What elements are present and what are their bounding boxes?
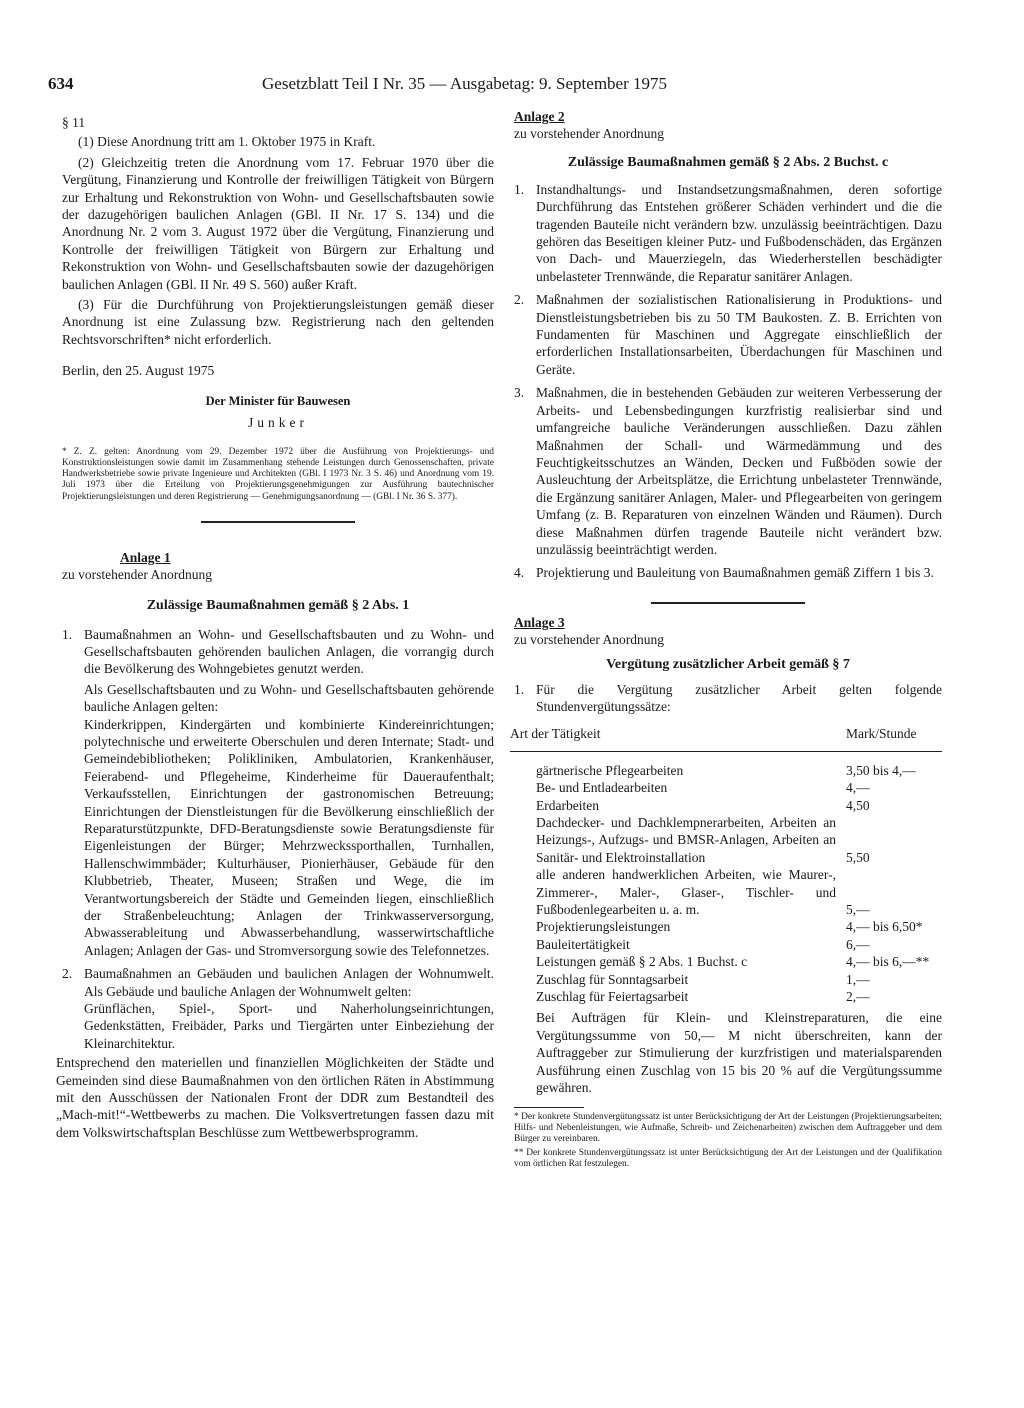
activity-cell: Zuschlag für Feiertagsarbeit	[536, 989, 689, 1005]
anlage2-item	[514, 384, 942, 558]
repair-note: Bei Aufträgen für Klein- und Kleinstreparaturen, die eine Vergütungssumme von 50,— M nicht überschreiten, kann der Auftraggeber zur Stimulierung der kurzfristigen und materialsparenden Ausführung einen Zuschlag von 15 bis 20 % auf die Vergütungssumme gewähren.	[536, 1010, 942, 1096]
item-number: 2.	[62, 966, 73, 982]
rates-table	[514, 762, 942, 1006]
item-text: Baumaßnahmen an Gebäuden und baulichen Anlagen der Wohnumwelt. Als Gebäude und bauliche Anlagen der Wohnumwelt gelten:	[84, 966, 494, 999]
column-header-rate: Mark/Stunde	[846, 726, 917, 742]
page-header-title: Gesetzblatt Teil I Nr. 35 — Ausgabetag: 9. September 1975	[262, 74, 667, 93]
item-text: Baumaßnahmen an Wohn- und Gesellschaftsbauten und zu Wohn- und Gesellschaftsbauten gehörenden baulichen Anlagen, die vorrangig durch die Bevölkerung des Wohngebietes genutzt werden.	[84, 626, 494, 677]
anlage2-item	[514, 564, 942, 581]
rate-cell: 5,50	[846, 849, 870, 865]
anlage2-subtitle: zu vorstehender Anordnung	[514, 126, 664, 142]
rate-cell: 5,—	[846, 902, 870, 918]
rate-cell: 4,50	[846, 797, 870, 813]
item-text: Maßnahmen der sozialistischen Rationalisierung in Produktions- und Dienstleistungsbetrieben bis zu 50 TM Baukosten. Z. B. Errichten von Fundamenten für Maschinen und Aggregate einschließlich der erforderlichen Installationsarbeiten, Überdachungen für Maschinen und Geräte.	[536, 292, 942, 377]
activity-cell: Leistungen gemäß § 2 Abs. 1 Buchst. c	[536, 954, 748, 970]
activity-cell: Bauleitertätigkeit	[536, 936, 630, 952]
rate-cell: 1,—	[846, 971, 870, 987]
anlage2-label: Anlage 2	[514, 109, 565, 124]
anlage3-title: Vergütung zusätzlicher Arbeit gemäß § 7	[606, 656, 850, 672]
rate-row	[536, 971, 942, 988]
anlage1-title: Zulässige Baumaßnahmen gemäß § 2 Abs. 1	[146, 597, 410, 613]
activity-cell: Dachdecker- und Dachklempnerarbeiten, Arbeiten an Heizungs-, Aufzugs- und BMSR-Anlagen, Arbeiten an Sanitär- und Elektroinstallation	[536, 815, 836, 865]
divider	[201, 521, 355, 523]
activity-cell: alle anderen handwerklichen Arbeiten, wie Maurer-, Zimmerer-, Maler-, Glaser-, Tischler- und Fußbodenlegearbeiten u. a. m.	[536, 867, 836, 918]
rate-row	[536, 762, 942, 779]
right-column	[510, 108, 942, 1171]
signer-title: Der Minister für Bauwesen	[205, 393, 351, 408]
column-header-activity: Art der Tätigkeit	[510, 726, 601, 742]
place-date: Berlin, den 25. August 1975	[62, 363, 215, 379]
anlage3-intro	[514, 681, 942, 716]
activity-cell: Zuschlag für Sonntagsarbeit	[536, 971, 689, 987]
item-number: 1.	[514, 681, 525, 697]
rate-cell: 3,50 bis 4,—	[846, 762, 916, 778]
item-text: Maßnahmen, die in bestehenden Gebäuden zur weiteren Verbesserung der Arbeits- und Lebensbedingungen kurzfristig realisierbar sind und umfangreiche bauliche Veränderungen ausschließen. Dazu zählen Maßnahmen der Schall- und Wärmedämmung und des Feuchtigkeitsschutzes an Wänden, Decken und Fußböden sowie der Ausleuchtung der Arbeitsplätze, die Errichtung unbelasteter Trennwände, die Ergänzung sanitärer Anlagen, Maler- und Pflegearbeiten von geringem Umfang (z. B. Reparaturen von einzelnen Wänden und Räumen). Durch diese Maßnahmen dürfen tragende Bauteile nicht verändert bzw. unzulässig beeinträchtigt werden.	[536, 385, 942, 557]
item-number: 2.	[514, 292, 525, 308]
rate-row	[536, 866, 942, 918]
footnote-divider	[514, 1107, 584, 1108]
item-text: Projektierung und Bauleitung von Baumaßnahmen gemäß Ziffern 1 bis 3.	[536, 565, 934, 581]
page-number: 634	[48, 74, 74, 93]
item-text: Als Gesellschaftsbauten und zu Wohn- und Gesellschaftsbauten gehörende bauliche Anlagen gelten:	[84, 681, 494, 715]
anlage2-item	[514, 181, 942, 285]
item-number: 1.	[62, 626, 73, 642]
item-number: 1.	[514, 181, 525, 197]
anlage2-list	[514, 181, 942, 582]
anlage3-label: Anlage 3	[514, 614, 565, 630]
section-heading: § 11	[62, 115, 86, 130]
rate-row	[536, 918, 942, 935]
divider	[651, 602, 805, 604]
rate-cell: 6,—	[846, 936, 870, 952]
footnote-1: * Der konkrete Stundenvergütungssatz ist unter Berücksichtigung der Art der Leistungen (Projektierungsarbeiten; Hilfs- und Nebenleistungen, wie Aufmaße, Schreib- und Zeichenarbeiten) zwischen dem Auftraggeber und dem Bürger zu vereinbaren.	[514, 1111, 942, 1144]
activity-cell: Erdarbeiten	[536, 797, 599, 813]
anlage1-label: Anlage 1	[120, 549, 171, 565]
anlage3-subtitle: zu vorstehender Anordnung	[514, 632, 664, 648]
item-number: 4.	[514, 565, 525, 581]
rate-cell: 4,— bis 6,50*	[846, 919, 923, 935]
activity-cell: Be- und Entladearbeiten	[536, 780, 668, 796]
anlage1-item-1	[62, 626, 494, 960]
anlage2-title: Zulässige Baumaßnahmen gemäß § 2 Abs. 2 Buchst. c	[567, 154, 889, 170]
rate-cell: 4,— bis 6,—**	[846, 954, 930, 970]
item-text: Grünflächen, Spiel-, Sport- und Naherholungseinrichtungen, Gedenkstätten, Freibäder, Parks und Tiergärten unter Einbeziehung der Kleinarchitektur.	[84, 1001, 494, 1051]
activity-cell: Projektierungsleistungen	[536, 919, 671, 935]
closing-paragraph: Entsprechend den materiellen und finanziellen Möglichkeiten der Städte und Gemeinden sind diese Baumaßnahmen von den örtlichen Räten in Abstimmung mit den Ausschüssen der Nationalen Front der DDR zum Bestandteil des „Mach-mit!“-Wettbewerbs zu machen. Die Volksvertretungen fassen dazu mit dem Volkswirtschaftsplan Beschlüsse zum Wettbewerbsprogramm.	[56, 1055, 494, 1140]
rates-table-header	[510, 725, 942, 751]
rate-row	[536, 988, 942, 1005]
paragraph-1: (1) Diese Anordnung tritt am 1. Oktober 1975 in Kraft.	[78, 134, 376, 150]
activity-cell: gärtnerische Pflegearbeiten	[536, 762, 684, 778]
item-text: Kinderkrippen, Kindergärten und kombinierte Kindereinrichtungen; polytechnische und erweiterte Oberschulen und deren Internate; Stadt- und Gemeindebibliotheken; Polikliniken, Ambulatorien, Krankenhäuser, Feierabend- und Pflegeheime, Kinderheime für Daueraufenthalt; Verkaufsstellen, Einrichtungen der gastronomischen Betreuung; Einrichtungen der Dienstleistungen für die Bevölkerung einschließlich der Reparaturstützpunkte, DFD-Beratungsdienste sowie Beratungsdienste für Eigenleistungen der Bürger; Mehrzweckssporthallen, Turnhallen, Hallenschwimmbäder; Kulturhäuser, Pionierhäuser, Gebäude für den Klubbetrieb, Theater, Museen; Straßen und Wege, die im Verantwortungsbereich der Städte und Gemeinden liegen, einschließlich der Straßenbeleuchtung; Anlagen der Trinkwasserversorgung, Abwasserableitung und Abwasserbehandlung, wasserwirtschaftliche Anlagen; Anlagen der Gas- und Stromversorgung sowie des Telefonnetzes.	[84, 716, 494, 958]
rate-row	[536, 814, 942, 866]
rate-row	[536, 953, 942, 970]
anlage1-item-2	[62, 965, 494, 1052]
rate-cell: 4,—	[846, 780, 870, 796]
footnote-2: ** Der konkrete Stundenvergütungssatz ist unter Berücksichtigung der Art der Leistungen und der Qualifikation vom örtlichen Rat festzulegen.	[514, 1148, 942, 1170]
item-number: 3.	[514, 385, 525, 401]
anlage1-subtitle: zu vorstehender Anordnung	[62, 567, 212, 583]
rate-row	[536, 936, 942, 953]
anlage2-item	[514, 291, 942, 378]
rate-row	[536, 779, 942, 796]
paragraph-2: (2) Gleichzeitig treten die Anordnung vom 17. Februar 1970 über die Vergütung, Finanzierung und Kontrolle der freiwilligen Tätigkeit von Bürgern zur Erhaltung und Rekonstruktion von Wohn- und Gesellschaftsbauten sowie der dazugehörigen baulichen Anlagen (GBl. II Nr. 17 S. 134) und die Anordnung Nr. 2 vom 3. August 1972 über die Vergütung, Finanzierung und Kontrolle der freiwilligen Tätigkeit von Bürgern zur Erhaltung und Rekonstruktion von Wohn- und Gesellschaftsbauten sowie der dazugehörigen baulichen Anlagen (GBl. II Nr. 49 S. 560) außer Kraft.	[62, 154, 494, 292]
paragraph-3: (3) Für die Durchführung von Projektierungsleistungen gemäß dieser Anordnung ist eine Zulassung bzw. Registrierung nach den geltenden Rechtsvorschriften* nicht erforderlich.	[62, 297, 494, 347]
footnote: * Z. Z. gelten: Anordnung vom 29. Dezember 1972 über die Ausführung von Projektierungs- und Konstruktionsleistungen sowie damit im Zusammenhang stehende Leistungen durch Genossenschaften, private Handwerksbetriebe sowie private Ingenieure und Architekten (GBl. I 1973 Nr. 3 S. 46) und Anordnung vom 19. Juli 1973 über die Erteilung von Projektierungsgenehmigungen zur Ausführung bautechnischer Projektierungsleistungen und deren Registrierung — Genehmigungsanordnung — (GBl. I Nr. 36 S. 377).	[62, 446, 494, 502]
item-text: Instandhaltungs- und Instandsetzungsmaßnahmen, deren sofortige Durchführung das Entstehen größerer Schäden verhindert und die die tragenden Bauteile nicht verändern bzw. unzulässig beeinträchtigen. Dazu gehören das Beseitigen kleiner Putz- und Fußbodenschäden, das Ergänzen von Dach- und Mauerziegeln, das Wiederherstellen beschädigter unbelasteter Trennwände, die Reparatur sanitärer Anlagen.	[536, 181, 942, 284]
rate-cell: 2,—	[846, 989, 870, 1005]
rate-row	[536, 797, 942, 814]
signer-name: Junker	[248, 414, 308, 430]
left-column	[56, 108, 494, 1141]
item-text: Für die Vergütung zusätzlicher Arbeit gelten folgende Stundenvergütungssätze:	[536, 681, 942, 714]
